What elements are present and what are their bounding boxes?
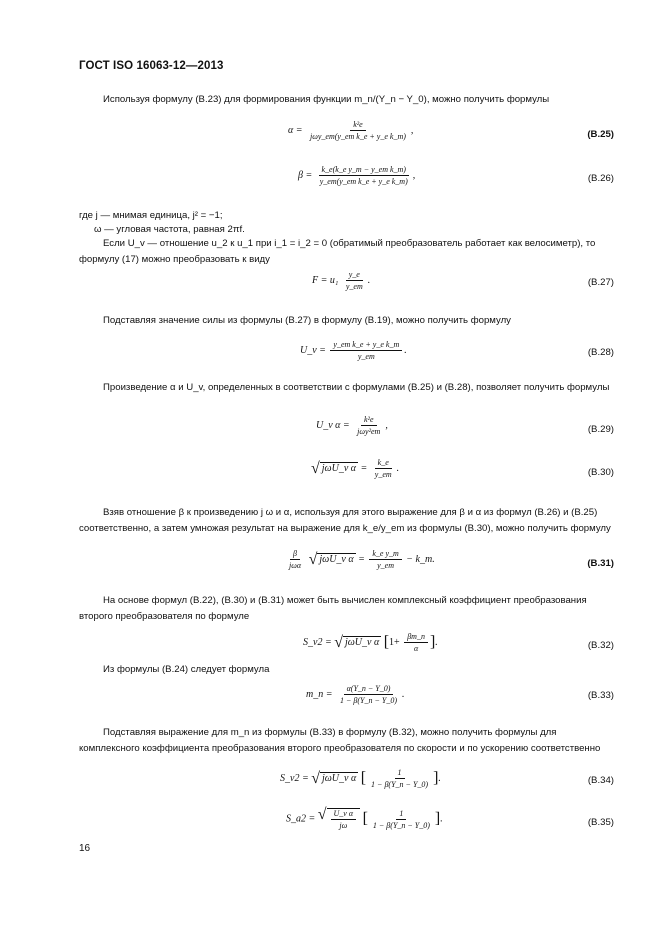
equation-number: (В.26) [587,173,614,184]
eq-numerator: βm_n [404,632,428,643]
equation-b31 [284,549,435,570]
eq-tail: , [410,124,414,136]
equation-number: (В.28) [587,347,614,358]
eq-sign: = [358,553,365,565]
eq-denominator: jωy_em(y_em k_e + y_e k_m) [310,132,406,141]
equation-number: (В.31) [587,558,614,569]
eq-lhs: U_v = [300,344,326,356]
eq-denominator: y_em [374,470,392,479]
equation-b29 [316,415,388,436]
equation-b25 [288,120,413,141]
paragraph-2: Если U_v — отношение u_2 к u_1 при i_1 = i_2 = 0 (обратимый преобразователь работает как велосиметр), то формулу (17) можно преобразовать к виду [79,238,596,265]
eq-denominator: 1 − β(Y_n − Y_0) [339,696,397,705]
eq-lhs: S_v2 = [303,636,332,648]
eq-numerator: k_e(k_e y_m − y_em k_m) [319,165,409,176]
equation-b35: S_a2 = √ $\frac{\text{U\_v α}}{j\omega}$ [ $\frac{1}{1 - \beta(Y\_n - Y\_0)}$ ]. [286,806,443,830]
page-header: ГОСТ ISO 16063-12—2013 [79,60,224,72]
eq-denominator: y_em(y_em k_e + y_e k_m) [319,177,408,186]
eq-tail: . [438,772,441,784]
equation-b26 [298,165,415,186]
eq-denominator: α [413,644,419,653]
eq-numerator: k²e [361,415,377,426]
root-body: jωU_v α [321,772,357,784]
eq-lhs: U_v α = [316,419,350,431]
eq-denominator: y_em [345,282,363,291]
eq-tail: . [367,274,371,286]
equation-b28 [300,340,407,361]
eq-tail: , [412,169,416,181]
eq-tail: − k_m. [406,553,435,565]
eq-lhs: S_a2 = [286,813,316,825]
eq-numerator: 1 [396,809,406,820]
eq-numerator: k_e y_m [369,549,401,560]
eq-tail: . [404,344,407,356]
eq-tail: . [440,813,443,825]
equation-b33 [306,684,405,705]
equation-number: (В.30) [587,467,614,478]
paragraph-6: На основе формул (В.22), (В.30) и (В.31) может быть вычислен комплексный коэффициент преобразования второго преобразователя по формуле [79,595,587,622]
eq-numerator: α(Y_n − Y_0) [344,684,394,695]
eq-numerator: β [290,549,300,560]
paragraph-3: Подставляя значение силы из формулы (В.27) в формулу (В.19), можно получить формулу [103,315,511,326]
sqrt-root: √ jωU_v α [334,633,380,651]
equation-number: (В.34) [587,775,614,786]
eq-denominator: 1 − β(Y_n − Y_0) [372,820,430,830]
root-denominator: jω [339,821,348,830]
eq-numerator: y_em k_e + y_e k_m [330,340,402,351]
sqrt-root: √ jωU_v α [311,769,357,787]
eq-lhs: F = u₁ [312,274,339,286]
paragraph-7: Из формулы (В.24) следует формула [103,664,270,675]
root-body: jωU_v α [344,636,380,648]
where-line-1: где j — мнимая единица, j² = −1; [79,210,223,221]
bracket-prefix: 1+ [389,636,400,648]
equation-number: (В.33) [587,690,614,701]
eq-numerator: k_e [375,458,392,469]
page-number: 16 [79,843,91,854]
eq-tail: . [435,636,438,648]
root-body: jωU_v α [321,462,357,474]
equation-number: (В.35) [587,817,614,828]
equation-number: (В.32) [587,640,614,651]
equation-b32: S_v2 = √ jωU_v α [1+ $\frac{\beta m\_n}{\alpha}$ ]. [303,632,438,653]
equation-number: (В.27) [587,277,614,288]
equation-number: (В.29) [587,424,614,435]
equation-b27 [312,270,370,291]
eq-denominator: y_em [357,352,375,361]
eq-numerator: k²e [350,120,366,131]
eq-denominator: 1 − β(Y_n − Y_0) [371,780,429,789]
eq-denominator: y_em [377,561,395,570]
paragraph-1: Используя формулу (В.23) для формирования функции m_n/(Y_n − Y_0), можно получить формулы [103,94,550,105]
eq-tail: . [402,688,405,700]
sqrt-root: √ $\frac{\text{U\_v α}}{j\omega}$ [318,808,360,830]
eq-denominator: jωy²em [357,427,381,436]
eq-lhs: α = [288,124,303,136]
eq-numerator: y_e [346,270,363,281]
eq-sign: = [360,462,368,474]
eq-numerator: 1 [395,768,405,779]
eq-lhs: m_n = [306,688,333,700]
where-line-2: ω — угловая частота, равная 2πf. [94,224,245,235]
eq-lhs: S_v2 = [280,772,309,784]
sqrt-root: √ jωU_v α [308,550,354,568]
root-numerator: U_v α [331,809,357,820]
equation-number: (В.25) [587,129,614,140]
eq-lhs: β = [298,169,313,181]
sqrt-root: √ jωU_v α [311,459,357,477]
equation-b34: S_v2 = √ jωU_v α [ $\frac{1}{1 - \beta(Y\_n - Y\_0)}$ ]. [280,768,441,789]
eq-denominator: jωα [289,561,302,570]
equation-b30 [311,458,399,479]
paragraph-4: Произведение α и U_v, определенных в соответствии с формулами (В.25) и (В.28), позволяет получить формулы [103,382,610,393]
eq-tail: . [396,462,400,474]
root-body: jωU_v α [319,553,354,565]
paragraph-8: Подставляя выражение для m_n из формулы (В.33) в формулу (В.32), можно получить формулы для комплексного коэффициента преобразования второго преобразователя по скорости и по ускорению соответственно [79,727,601,754]
paragraph-5: Взяв отношение β к произведению j ω и α, используя для этого выражение для β и α из формул (В.26) и (В.25) соответственно, а затем умножая результат на выражение для k_e/y_em из формулы (В.30), можно получить формулу [79,507,611,534]
eq-tail: , [385,419,388,431]
